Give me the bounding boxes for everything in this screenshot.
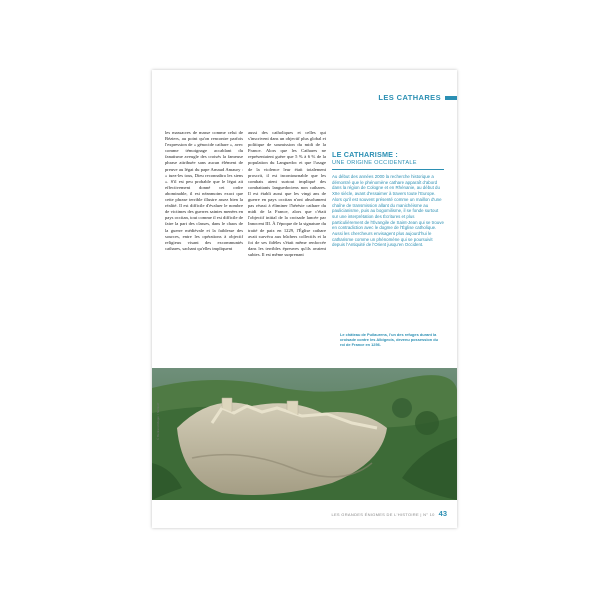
section-title: LES CATHARES [378, 93, 441, 102]
footer-label: LES GRANDES ÉNIGMES DE L'HISTOIRE | N° 10 [331, 512, 435, 517]
page-number: 43 [438, 509, 447, 518]
magazine-page [152, 70, 457, 528]
castle-photo [152, 368, 457, 500]
section-bar [445, 96, 457, 100]
text-column-2: aussi des catholiques et celles qui s'inscrivent dans un objectif plus global et politique de soumission du midi de la France. Alors que les Cathares ne représentaient guère que 5 % à 6 % de la population du Languedoc et que l'usage de la violence leur était totalement proscrit, il est incontournable que les combats aient surtout impliqué des combattants languedociens non cathares. Il est établi aussi que les vingt ans de guerre en pays occitan n'ont absolument pas réussi à éliminer l'hérésie cathare du midi de la France, alors que c'était l'objectif initial de la croisade lancée par Innocent III. À l'époque de la signature du traité de paix en 1229, l'Église cathare avait survécu aux bûchers collectifs et la foi de ses fidèles s'était même renforcée dans les terribles épreuves qu'ils avaient subies. Il est même surprenant [248, 130, 326, 257]
sidebar-title: LE CATHARISME : [332, 150, 398, 159]
sidebar-body: Au début des années 2000 la recherche historique a démontré que le phénomène cathare apparaît d'abord dans la région de Cologne et en Rhénanie, au début du XIIe siècle, avant d'essaimer à travers toute l'Europe. Alors qu'il est souvent présenté comme un maillon d'une chaîne de transmission allant du manichéisme au paulicianisme, puis au bogomilisme, il se fonde surtout sur une interprétation des Écritures et plus particulièrement de l'Évangile de Saint-Jean qui se trouve en contradiction avec le dogme de l'Église catholique. Aussi les chercheurs envisagent plus aujourd'hui le catharisme comme un phénomène qui se poursuivit depuis l'Antiquité de l'Orient jusqu'en Occident. [332, 174, 444, 248]
page-footer [331, 509, 447, 518]
photo-credit: © Bertrand Rieger / hemis.fr [156, 402, 160, 440]
text-column-1: les massacres de masse comme celui de Béziers, au point qu'on rencontre parfois l'expression de « génocide cathare », avec comme témoignage accablant du fanatisme aveugle des croisés la fameuse phrase attribuée sans aucun élément de preuve au légat du pape Arnaud Amaury : « tuez-les tous, Dieu reconnaîtra les siens ». S'il est peu probable que le légat ait effectivement donné cet ordre abominable, il est néanmoins exact que cette phrase terrible illustre assez bien la réalité. Il est difficile d'évaluer le nombre de victimes des guerres saintes menées en pays occitan, tout comme il est difficile de faire la part des classes, dans le chaos de la guerre médiévale et la faiblesse des sources, entre les opérations à objectif religieux visant des excommuniés cathares, sachant qu'elles impliquent [165, 130, 243, 251]
section-header [378, 93, 457, 102]
photo-caption: Le château de Puilaurens, l'un des refuges durant la croisade contre les Albigeois, devenu possession du roi de France en 1256. [340, 332, 439, 347]
sidebar-subtitle: UNE ORIGINE OCCIDENTALE [332, 160, 444, 170]
sidebar-box [332, 150, 444, 322]
